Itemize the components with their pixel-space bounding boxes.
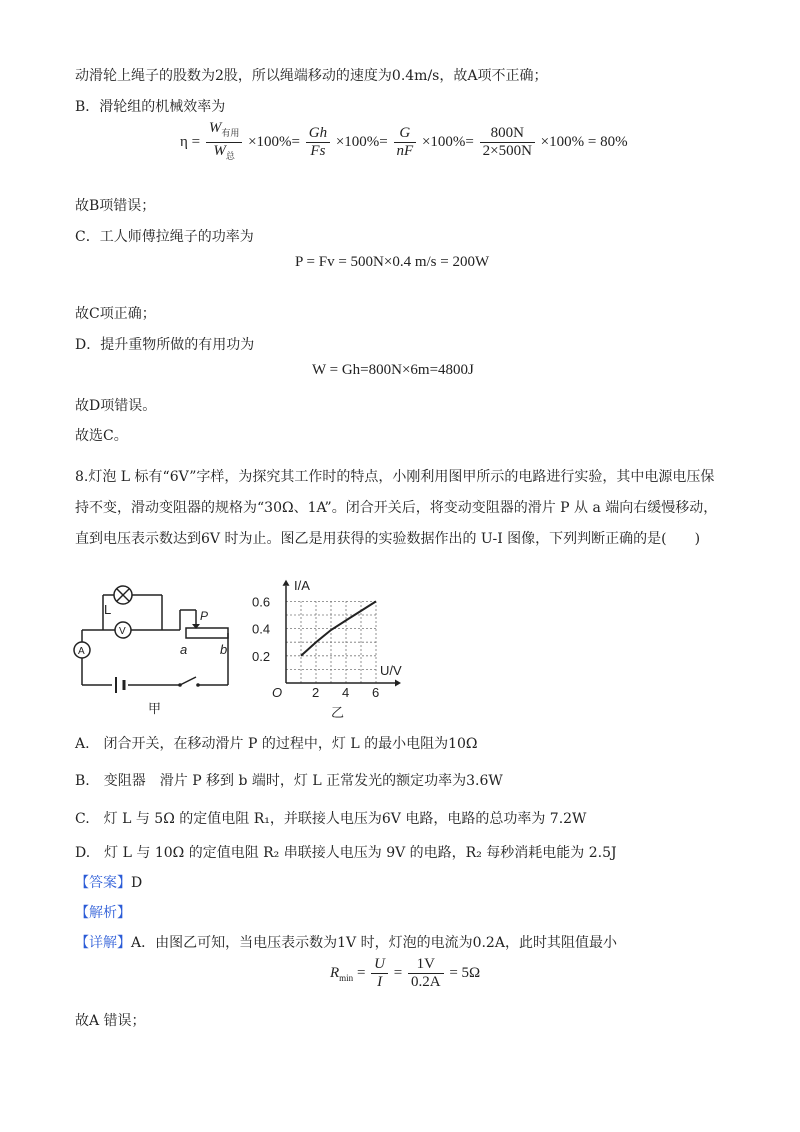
option-b: B. 变阻器 滑片 P 移到 b 端时，灯 L 正常发光的额定功率为3.6W	[75, 773, 503, 789]
detail-text: A．由图乙可知，当电压表示数为1V 时，灯泡的电流为0.2A，此时其阻值最小	[131, 935, 617, 951]
eq-text: Gh	[308, 125, 328, 141]
eq-sub: min	[339, 972, 354, 983]
graph-caption: 乙	[331, 705, 345, 720]
y-axis-arrow-icon	[283, 580, 290, 586]
y-axis-label: I/A	[294, 578, 310, 593]
option-d: D. 灯 L 与 10Ω 的定值电阻 R₂ 串联接人电压为 9V 的电路，R₂ 每秒消耗电能为 2.5J	[75, 845, 617, 861]
eq-text: W	[213, 143, 226, 159]
eq-sub: 总	[225, 151, 235, 161]
detail-tag: 【详解】	[75, 935, 131, 951]
fraction	[306, 125, 330, 160]
eq-text: W	[208, 120, 222, 136]
question-line: 持不变，滑动变阻器的规格为“30Ω、1A”。闭合开关后，将变动变阻器的滑片 P 从 a 端向右缓慢移动，	[75, 500, 718, 516]
x-axis-arrow-icon	[395, 680, 401, 687]
text-line: 故A 错误；	[75, 1013, 146, 1029]
eq-text: ×100%=	[421, 133, 474, 150]
circuit-caption: 甲	[148, 701, 162, 716]
eq-text: ×100%=	[335, 133, 388, 150]
rheostat-end-b: b	[220, 642, 228, 657]
eq-text: =	[356, 964, 366, 981]
origin-label: O	[272, 685, 283, 700]
answer-value: D	[131, 875, 143, 891]
eq-text: 2×500N	[482, 143, 532, 159]
eq-text: Fs	[310, 143, 326, 159]
eq-text: 1V	[408, 956, 444, 974]
fraction	[480, 125, 535, 160]
eq-text: 800N	[480, 125, 535, 143]
slider-label: P	[200, 609, 209, 623]
x-axis-label: U/V	[380, 663, 402, 678]
eq-text: η =	[180, 133, 201, 150]
option-c: C. 灯 L 与 5Ω 的定值电阻 R₁，并联接人电压为6V 电路，电路的总功率为 7.2W	[75, 811, 587, 827]
text-line: B．滑轮组的机械效率为	[75, 99, 226, 115]
detail-line	[75, 932, 617, 952]
rheostat-end-a: a	[180, 642, 188, 657]
analysis-tag: 【解析】	[75, 905, 131, 921]
circuit-diagram	[68, 580, 248, 720]
eq-text: 0.2A	[410, 974, 441, 990]
answer-tag: 【答案】	[75, 875, 131, 891]
work-equation: W = Gh=800N×6m=4800J	[312, 362, 474, 378]
fraction	[371, 956, 388, 991]
text-line: 动滑轮上绳子的股数为2股，所以绳端移动的速度为0.4m/s，故A项不正确；	[75, 68, 548, 84]
eq-text: ×100% = 80%	[540, 133, 628, 150]
chart-grid	[286, 601, 376, 683]
fraction	[394, 125, 417, 160]
eq-text: R	[330, 964, 340, 981]
voltmeter-label: V	[119, 626, 126, 637]
eq-text: G	[399, 125, 411, 141]
text-line: 故C项正确；	[75, 306, 156, 322]
fraction	[206, 120, 243, 165]
analysis-line	[75, 902, 131, 922]
text-line: D．提升重物所做的有用功为	[75, 337, 255, 353]
text-line: 故B项错误；	[75, 198, 156, 214]
answer-line	[75, 872, 142, 892]
eq-text: U	[374, 956, 385, 972]
question-line: 8.灯泡 L 标有“6V”字样，为探究其工作时的特点，小刚利用图甲所示的电路进行实验，其中电源电压保	[75, 469, 715, 485]
text-line: C．工人师傅拉绳子的功率为	[75, 229, 254, 245]
eq-text: = 5Ω	[449, 964, 481, 981]
eq-text: =	[393, 964, 403, 981]
power-equation: P = Fv = 500N×0.4 m/s = 200W	[295, 254, 490, 270]
efficiency-equation	[180, 120, 628, 165]
y-tick-label: 0.2	[252, 648, 271, 664]
text-line: 故D项错误。	[75, 398, 157, 414]
rmin-equation	[330, 956, 480, 991]
eq-text: ×100%=	[248, 133, 300, 150]
eq-text: nF	[396, 143, 414, 159]
eq-sub: 有用	[221, 128, 240, 138]
ui-graph	[250, 578, 430, 723]
ammeter-label: A	[78, 646, 85, 657]
y-tick-label: 0.4	[252, 621, 271, 637]
question-line: 直到电压表示数达到6V 时为止。图乙是用获得的实验数据作出的 U-I 图像，下列判断正确的是( )	[75, 531, 701, 547]
option-a: A. 闭合开关，在移动滑片 P 的过程中，灯 L 的最小电阻为10Ω	[75, 736, 478, 752]
lamp-label: L	[104, 602, 112, 617]
x-tick-label: 4	[342, 685, 350, 700]
fraction	[408, 956, 444, 991]
text-line: 故选C。	[75, 428, 128, 444]
y-tick-label: 0.6	[252, 594, 271, 610]
x-tick-label: 6	[372, 685, 380, 700]
x-tick-label: 2	[312, 685, 320, 700]
eq-text: I	[377, 974, 383, 990]
